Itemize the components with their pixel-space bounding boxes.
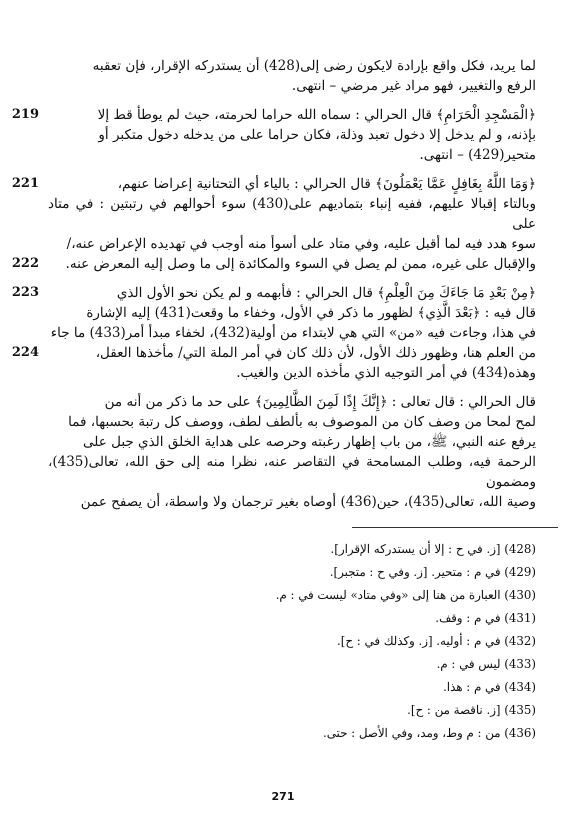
line-text: الرفع والتغيير، فهو مراد غير مرضي – انتهى. [291, 78, 536, 94]
verse-number: 221 [11, 176, 39, 191]
line-text: من العلم هنا، وظهور ذلك الأول، لأن ذلك كان في أمر الملة التي/ مأخذها العقل، [95, 345, 536, 361]
footnote: (431) في م : وقف. [435, 611, 536, 625]
text-line [48, 303, 536, 323]
text-line [48, 432, 536, 452]
text-line [48, 323, 536, 343]
line-text: ﴿مِنْ بَعْدِ مَا جَاءَكَ مِنَ الْعِلْمِ﴾ قال الحرالي : فأبهمه و لم يكن نحو الأول الذي [116, 285, 536, 301]
footnote: (434) في م : هذا. [443, 680, 536, 694]
footnote: (428) [ز. في ح : إلا أن يستدركه الإقرار]. [330, 542, 536, 556]
line-text: وصية الله، تعالى(435)، حين(436) أوصاه بغير ترجمان ولا واسطة، أن يصفح عمن [80, 494, 536, 510]
line-text: لما يريد، فكل واقع بإرادة لايكون رضى إلى(428) أن يستدركه الإقرار، فإن تعقبه [92, 58, 536, 74]
line-text: متحير(429) – انتهى. [419, 147, 536, 163]
line-text: يرفع عنه النبي، ﷺ، من باب إظهار رغبته وحرصه على هداية الخلق الذي جبل على [83, 434, 536, 450]
text-line [48, 145, 536, 165]
line-text: سوء هدد فيه لما أقبل عليه، وفي متاد على أسوأ منه أوجب في تهديده الإعراض عنه،/ [66, 236, 536, 252]
line-text: وهذه(434) في أمر التوجيه الذي مأخذه الدين والغيب. [236, 365, 536, 381]
line-text: بإذنه، و لم يدخل إلا دخول تعبد وذلة، فكان حراما على من يدخله دخول متكبر أو [98, 127, 536, 143]
page-number: 271 [271, 790, 295, 803]
footnote: (430) العبارة من هنا إلى «وفي متاد» ليست في : م. [275, 588, 536, 602]
line-text: ﴿وَمَا اللَّهُ بِغَافِلٍ عَمَّا يَعْمَلُونَ﴾ قال الحرالي : بالياء أي التحتانية إعراضا عنهم، [117, 176, 536, 192]
line-text: في هذا، وجاءت فيه «من» التي هي لابتداء من أولية(432)، لخفاء مبدأ أمر(433) ما جاء [50, 325, 536, 341]
text-line [48, 234, 536, 254]
verse-number: 219 [11, 107, 39, 122]
text-line [11, 254, 536, 274]
footnotes [48, 540, 536, 742]
footnote-separator [352, 527, 558, 528]
line-text: الرحمة فيه، وطلب المسامحة في التقاصر عنه، نظرا منه إلى حق الله، تعالى(435)، ومضمون [48, 454, 536, 490]
text-line [48, 492, 536, 512]
text-line [11, 283, 536, 303]
line-text: لمح لمحا من وصف كان من الموصوف به بألطف لطف، ووصف كل رتبة بحسبها، فما [68, 414, 536, 430]
text-line [48, 412, 536, 432]
footnote: (432) في م : أوليه. [ز. وكذلك في : ح]. [337, 634, 536, 648]
line-text: والإقبال على غيره، ممن لم يصل في السوء والمكائدة إلى ما وصل إليه المعرض عنه. [65, 256, 536, 272]
footnote: (433) ليس في : م. [436, 657, 536, 671]
text-line [11, 174, 536, 194]
verse-number: 224 [11, 345, 39, 360]
footnote: (429) في م : متحير. [ز. وفي ح : متجبر]. [329, 565, 536, 579]
text-line [11, 343, 536, 363]
text-line [48, 125, 536, 145]
text-line [48, 363, 536, 383]
line-text: قال فيه : ﴿بَعْدَ الَّذِي﴾ لظهور ما ذكر في الأول، وخفاء ما وقعت(431) إليه الإشارة [86, 305, 536, 321]
line-text: وبالتاء إقبالا عليهم، ففيه إنباء بتماديهم على(430) سوء أحوالهم في رتبتين : في متاد على [48, 196, 536, 232]
text-line [48, 194, 536, 234]
main-text [11, 56, 536, 512]
line-text: ﴿الْمَسْجِدِ الْحَرَامِ﴾ قال الحرالي : سماه الله حراما لحرمته، حيث لم يوطأ قط إلا [97, 107, 536, 123]
line-text: قال الحرالي : قال تعالى : ﴿إِنَّكَ إِذًا لَمِنَ الظَّالِمِينَ﴾ على حد ما ذكر من أنه من [104, 394, 536, 410]
verse-number: 223 [11, 285, 39, 300]
footnote: (435) [ز. ناقصة من : ح]. [407, 703, 536, 717]
footnote: (436) من : م وط، ومد، وفي الأصل : حتى. [322, 726, 536, 740]
verse-number: 222 [11, 256, 39, 271]
text-line [48, 452, 536, 492]
text-line [48, 56, 536, 76]
text-line [48, 76, 536, 96]
text-line [48, 392, 536, 412]
text-line [11, 105, 536, 125]
